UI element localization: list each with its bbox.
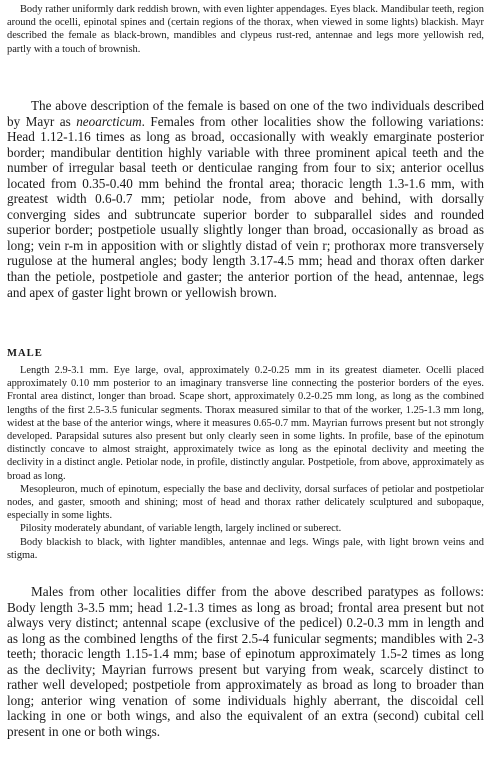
male-description-paragraph-color: Body blackish to black, with lighter mandibles, antennae and legs. Wings pale, with light brown veins and stigma.: [7, 536, 484, 561]
male-description-paragraph-pilosity: Pilosity moderately abundant, of variable length, largely inclined or suberect.: [20, 523, 342, 535]
female-variation-paragraph: [7, 98, 484, 300]
taxon-name: neoarcticum: [76, 113, 142, 129]
male-section-heading: MALE: [7, 348, 43, 359]
worker-color-paragraph: Body rather uniformly dark reddish brown, with even lighter appendages. Eyes black. Mandibular teeth, region around the ocelli, epinotal spines and (certain regions of the thorax, when viewed in some lights) blackish. Mayr described the female as black-brown, mandibles and clypeus rust-red, antennae and legs more yellowish red, partly with a touch of brownish.: [7, 4, 484, 55]
female-variation-text-end: . Females from other localities show the following variations: Head 1.12-1.16 times as long as broad, occasionally with weakly emarginate posterior border; mandibular dentition highly variable with three prominent apical teeth and the number of irregular basal teeth or denticulae ranging from four to six; anterior ocellus located from 0.35-0.40 mm behind the frontal area; thoracic length 1.3-1.6 mm, with greatest width 0.6-0.7 mm; petiolar node, from above and behind, with dorsally converging sides and subtruncate superior border to subparallel sides and rounded superior border; postpetiole usually slightly longer than broad, occasionally as broad as long; vein r-m in apposition with or slightly distad of vein r; prothorax more transversely rugulose at the humeral angles; body length 3.17-4.5 mm; head and thorax often darker than the petiole, postpetiole and gaster; the anterior portion of the head, antennae, legs and apex of gaster light brown or yellowish brown.: [7, 113, 484, 300]
female-variation-text-start: The above description of the female is based on one of the two individuals described by Mayr as: [7, 98, 484, 129]
male-description-paragraph-sculpture: Mesopleuron, much of epinotum, especially the base and declivity, dorsal surfaces of petiolar and postpetiolar nodes, and gaster, smooth and shining; most of head and thorax rather delicately sculptured and subopaque, especially in some lights.: [7, 483, 484, 522]
male-description-paragraph-measurements: Length 2.9-3.1 mm. Eye large, oval, approximately 0.2-0.25 mm in its greatest diameter. Ocelli placed approximately 0.10 mm posterior to an imaginary transverse line connecting the posterior borders of the eyes. Frontal area distinct, longer than broad. Scape short, approximately 0.2-0.25 mm long, as long as the combined lengths of the first 2.5-3.5 funicular segments. Thorax measured similar to that of the worker, 1.25-1.3 mm long, widest at the base of the anterior wings, where it measures 0.65-0.7 mm. Mayrian furrows present but not strongly developed. Parapsidal sutures also present but only clearly seen in some lights. In profile, base of the epinotum distinctly concave to almost straight, approximately twice as long as the epinotal declivity and meeting the declivity in a distinct angle. Petiolar node, in profile, distinctly angular. Postpetiole, from above, approximately as broad as long.: [7, 365, 484, 482]
male-description: [7, 364, 484, 562]
male-variation-paragraph: Males from other localities differ from the above described paratypes as follows: Body length 3-3.5 mm; head 1.2-1.3 times as long as broad; frontal area present but not always very distinct; antennal scape (exclusive of the pedicel) 0.2-0.3 mm in length and as long as the combined lengths of the first 2.5-4 funicular segments; mandibles with 2-3 teeth; thoracic length 1.15-1.4 mm; base of epinotum approximately 1.5-2 times as long as the declivity; Mayrian furrows present but varying from weak, scarcely distinct to rather well developed; postpetiole from approximately as broad as long to broader than long; anterior wing venation of some individuals highly aberrant, the discoidal cell lacking in one or both wings, and also the equivalent of an extra (second) cubital cell present in one or both wings.: [7, 584, 484, 739]
